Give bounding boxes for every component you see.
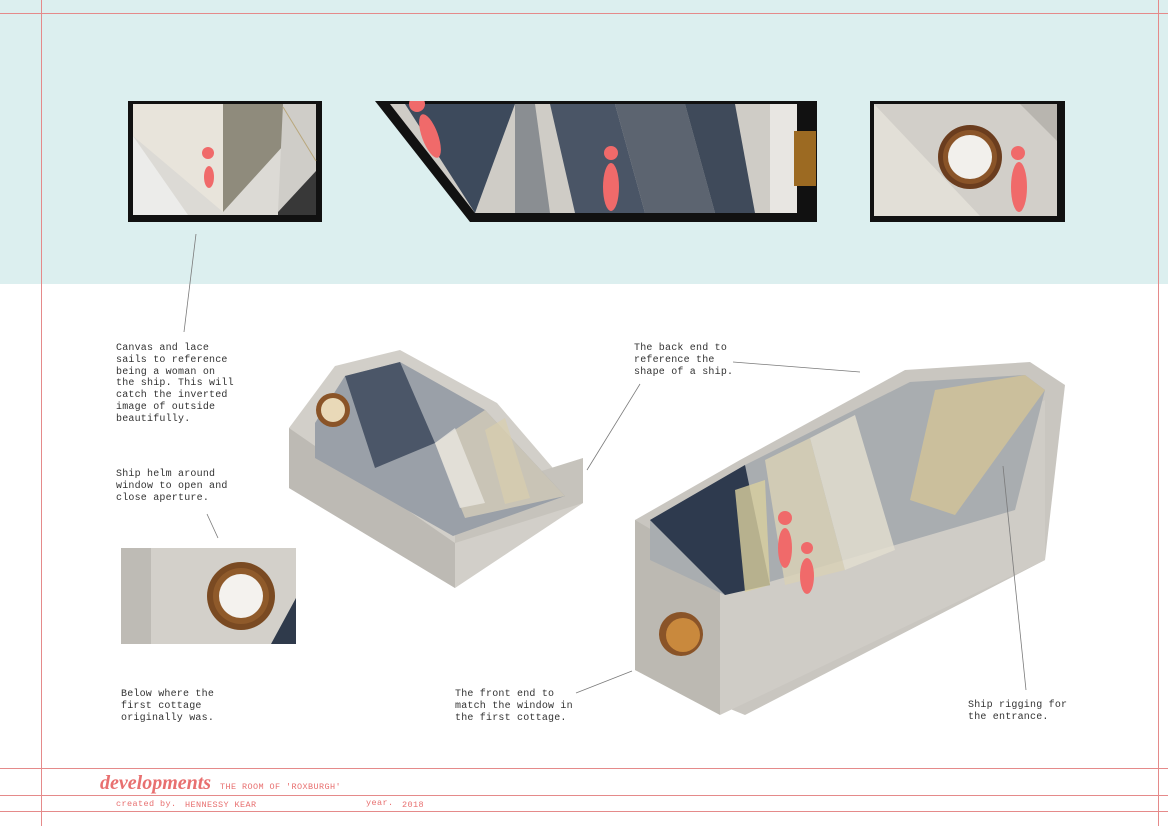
guide-footer-3 <box>0 811 1168 812</box>
figure-head <box>778 511 792 525</box>
guide-footer-2 <box>0 795 1168 796</box>
page-subtitle: THE ROOM OF 'ROXBURGH' <box>220 782 342 792</box>
long-section-image <box>375 101 817 222</box>
leader-back-end-model <box>587 384 640 470</box>
annotation-helm: Ship helm around window to open and close aperture. <box>116 469 228 504</box>
created-by-label: created by. <box>116 799 177 809</box>
figure-body <box>204 166 214 188</box>
page-title: developments <box>100 772 212 794</box>
figure-body <box>800 558 814 594</box>
figure-head <box>202 147 214 159</box>
leader-front-end <box>576 671 632 693</box>
year-label: year. <box>366 798 394 808</box>
figure-head <box>604 146 618 160</box>
figure-head <box>801 542 813 554</box>
annotation-sails: Canvas and lace sails to reference being a woman on the ship. This will catch the inverted image of outside beautifully. <box>116 343 234 425</box>
figure-head <box>1011 146 1025 160</box>
guide-right <box>1158 0 1159 826</box>
annotation-below: Below where the first cottage originally was. <box>121 689 215 724</box>
axonometric-model-small <box>285 348 585 590</box>
porthole-elevation-image <box>870 101 1065 222</box>
figure-body <box>603 163 619 211</box>
guide-top <box>0 13 1168 14</box>
ship-helm-window-detail <box>121 548 296 644</box>
leader-helm <box>207 514 218 538</box>
guide-left <box>41 0 42 826</box>
figure-body <box>778 528 792 568</box>
guide-footer-1 <box>0 768 1168 769</box>
axonometric-model-large <box>635 360 1067 720</box>
annotation-back-end: The back end to reference the shape of a ship. <box>634 343 734 378</box>
annotation-rigging: Ship rigging for the entrance. <box>968 700 1068 723</box>
year-value: 2018 <box>402 800 425 810</box>
author-name: HENNESSY KEAR <box>185 800 257 810</box>
sails-elevation-image <box>128 101 322 222</box>
annotation-front-end: The front end to match the window in the first cottage. <box>455 689 573 724</box>
figure-body <box>1011 162 1027 212</box>
